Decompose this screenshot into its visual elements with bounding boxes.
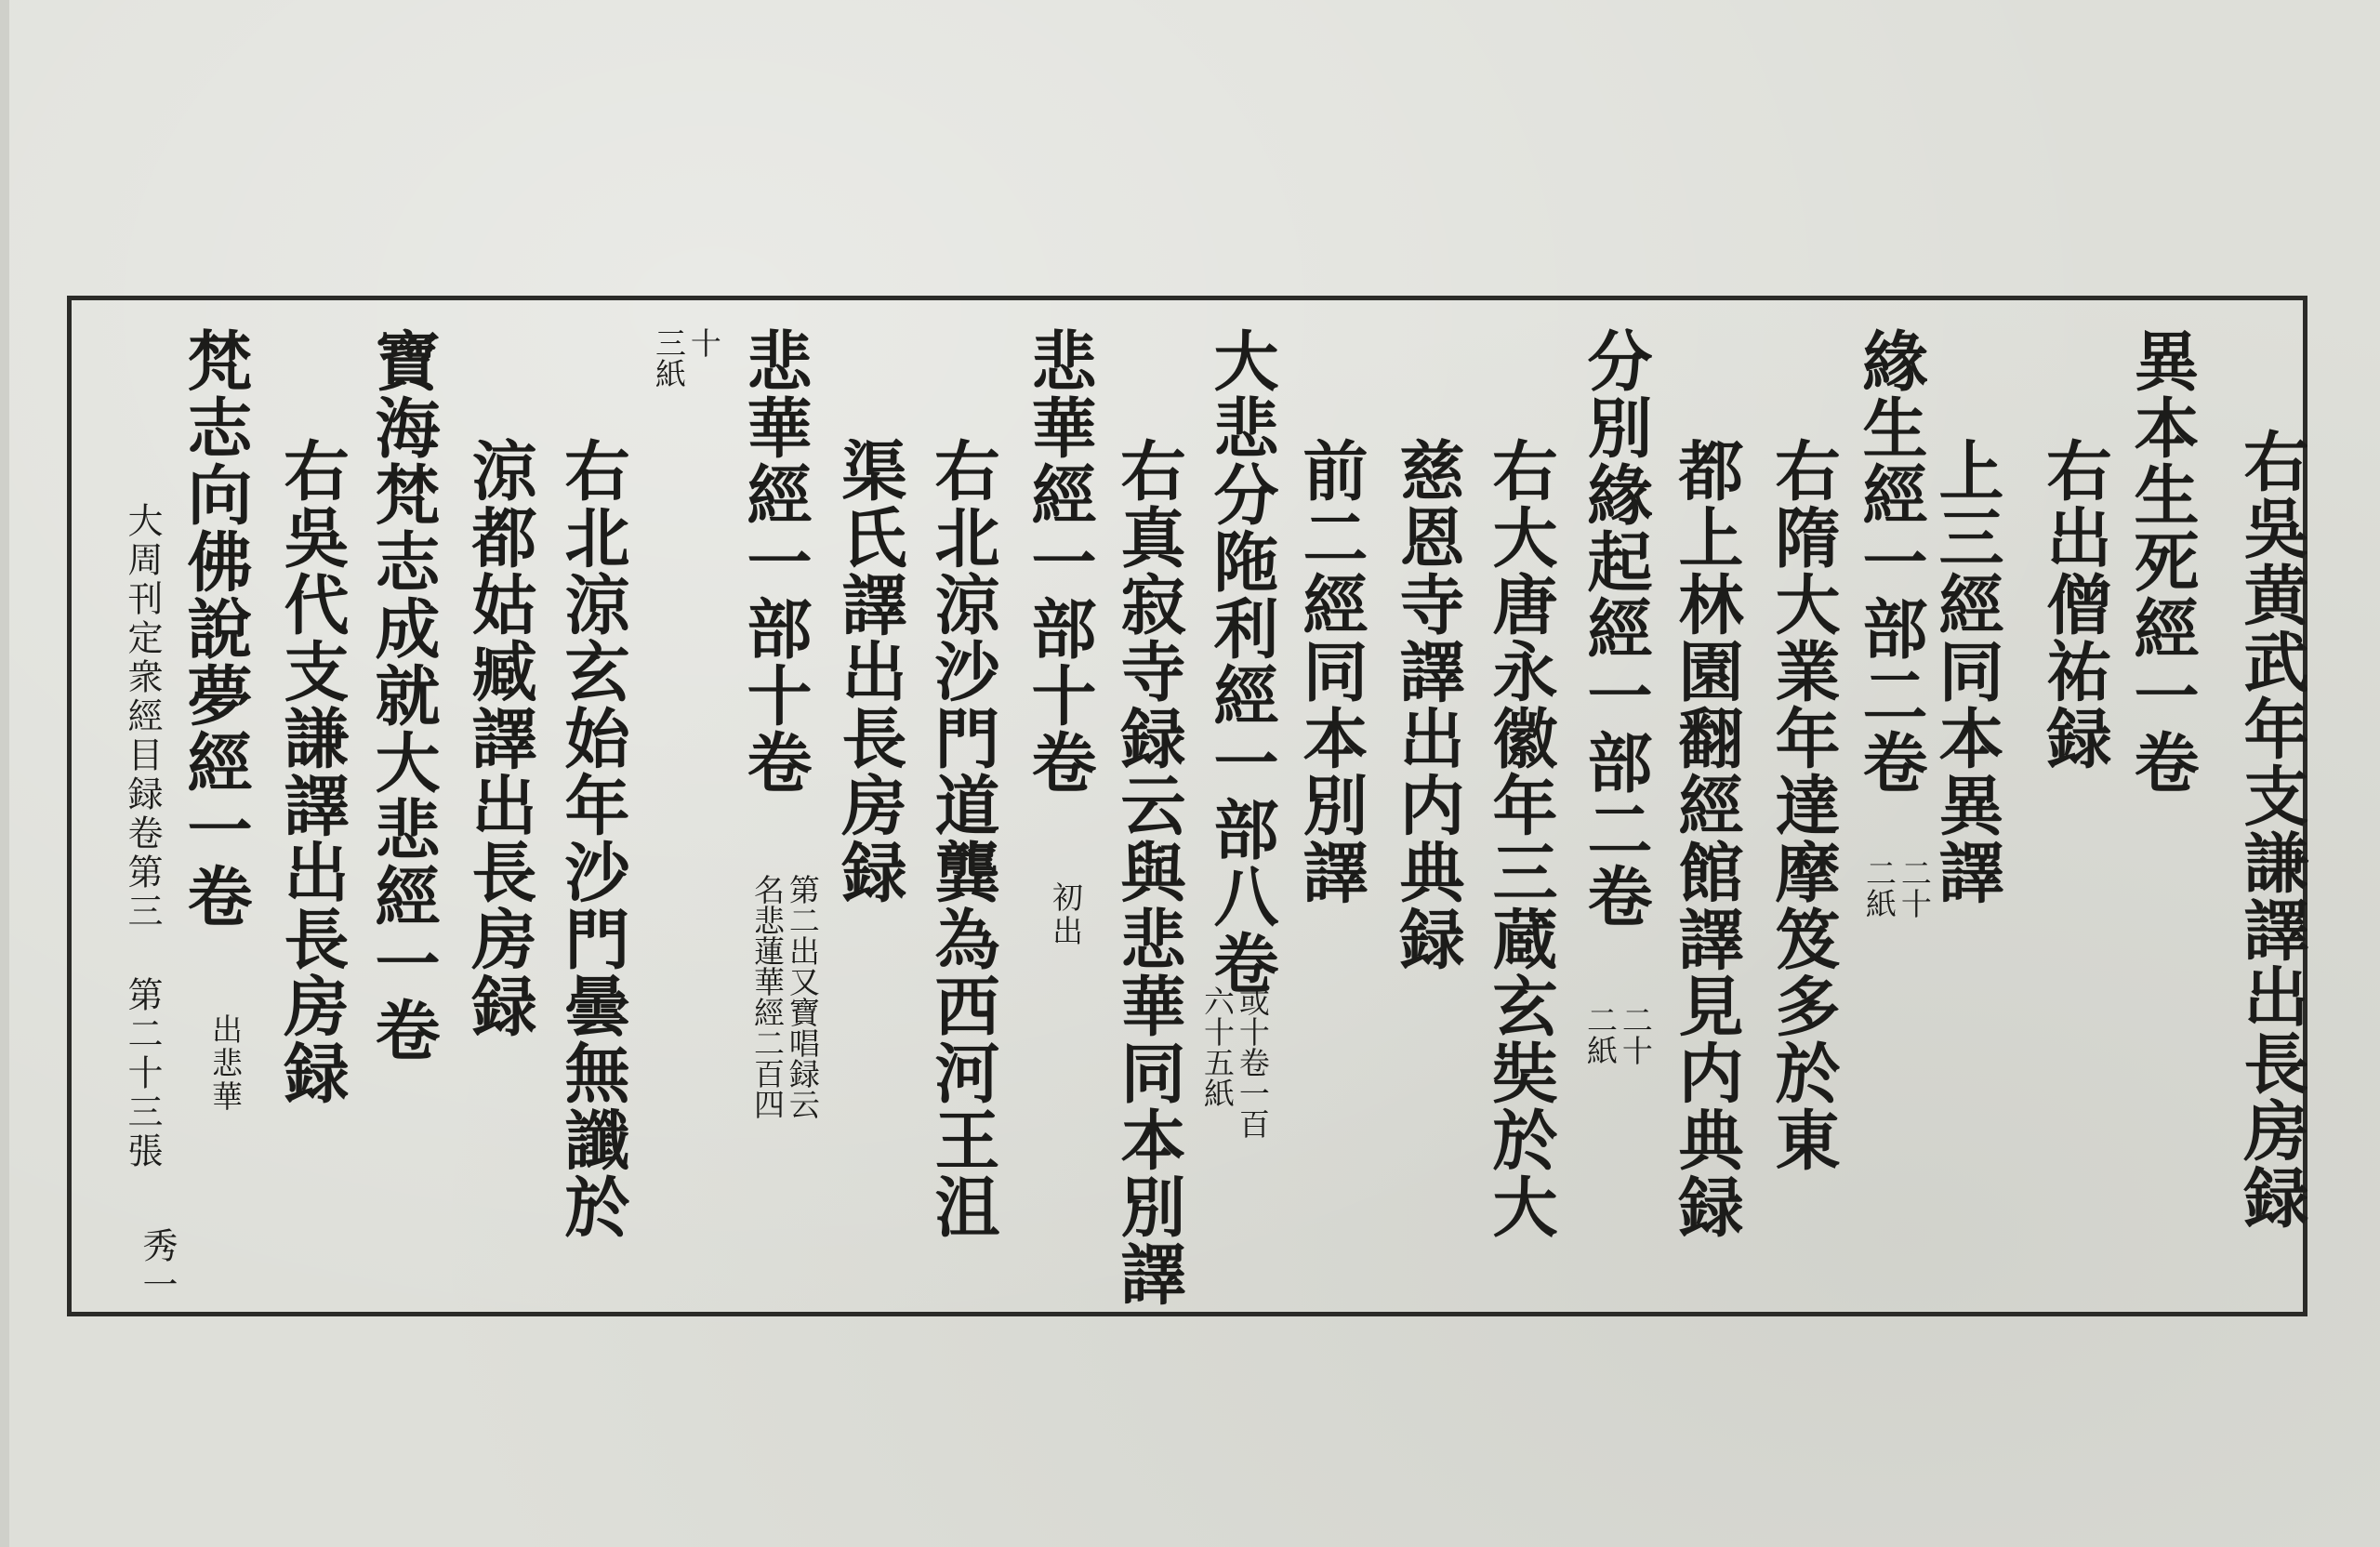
text-column-9: 右大唐永徽年三蔵玄奘於大 [1482,437,1559,1240]
annotation-note-3-line-2: 六十五紙 [1198,985,1236,1108]
text-column-4: 上三經同本異譯 [1928,437,2005,906]
annotation-note-1-line-2: 二紙 [1860,857,1897,919]
text-column-20: 寶海梵志成就大悲經一卷 [364,327,442,1064]
page-left-edge [0,0,9,1547]
annotation-note-2-line-1: 二十 [1617,1004,1654,1065]
text-column-17: 悲華經一部十卷 [736,327,813,796]
annotation-note-6-line-2: 三紙 [650,327,687,389]
annotation-note-3 [1199,985,1270,1139]
text-column-8: 分別緣起經一部二卷 [1577,327,1654,930]
text-column-22: 梵志向佛說夢經一卷 [177,327,254,930]
text-column-3: 右出僧祐録 [2036,437,2113,772]
annotation-note-6-line-1: 十 [685,327,722,358]
text-column-11: 前二經同本別譯 [1292,437,1369,906]
text-column-1: 右吳黄武年支謙譯出長房録 [2233,428,2310,1231]
text-column-6: 右隋大業年達摩笈多於東 [1765,437,1842,1173]
annotation-note-1 [1861,857,1932,919]
text-column-15: 右北涼沙門道龔為西河王沮 [924,437,1001,1240]
annotation-note-1-line-1: 二十 [1896,857,1933,919]
text-column-18: 右北涼玄始年沙門曇無讖於 [554,437,631,1240]
margin-title: 大周刊定衆經目録卷第三 第二十三張 [122,502,163,1171]
annotation-note-7: 出悲華 [207,1013,244,1114]
annotation-note-5 [749,874,820,1119]
text-column-2: 異本生死經一卷 [2123,327,2201,796]
text-column-19: 涼都姑臧譯出長房録 [461,437,538,1039]
margin-mark: 秀一 [137,1227,178,1305]
annotation-note-3-line-1: 或十卷一百 [1234,985,1271,1139]
text-column-5: 緣生經一部二卷 [1852,327,1929,796]
text-column-16: 渠氏譯出長房録 [831,437,908,906]
annotation-note-4: 初出 [1048,881,1084,948]
annotation-note-5-line-2: 名悲蓮華經二百四 [748,874,786,1119]
text-column-10: 慈恩寺譯出内典録 [1389,437,1466,972]
text-column-21: 右吳代支謙譯出長房録 [273,437,350,1106]
text-column-12: 大悲分陁利經一部八卷 [1203,327,1280,997]
annotation-note-2 [1582,1004,1653,1065]
text-column-7: 都上林園翻經館譯見内典録 [1668,437,1745,1240]
annotation-note-6 [651,327,721,389]
text-column-13: 右真寂寺録云與悲華同本別譯 [1110,437,1187,1307]
text-column-14: 悲華經一部十卷 [1021,327,1098,796]
annotation-note-5-line-1: 第二出又寶唱録云 [784,874,821,1119]
annotation-note-2-line-2: 二紙 [1581,1004,1619,1065]
